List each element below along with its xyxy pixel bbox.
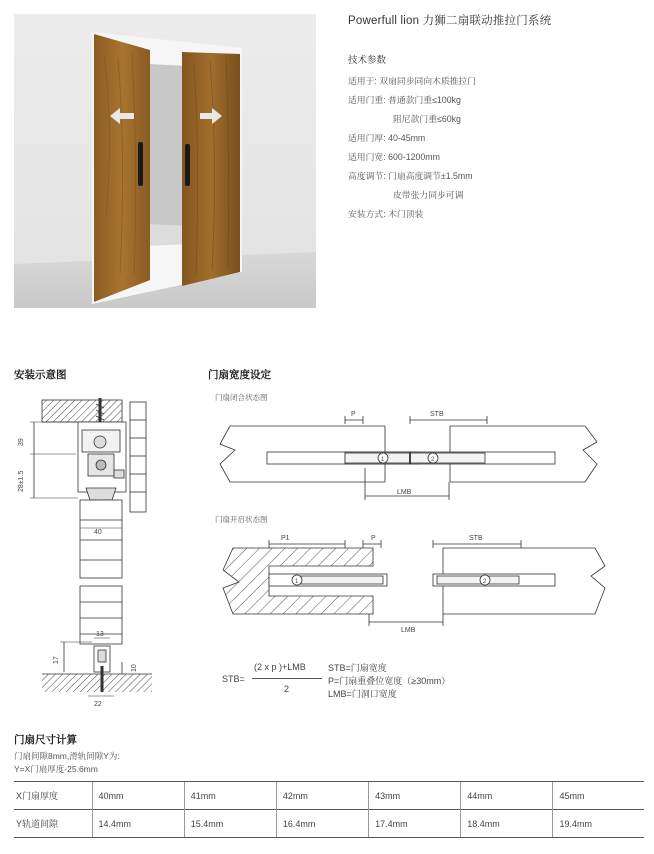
formula-denominator: 2 — [284, 684, 290, 694]
spec-row — [348, 153, 440, 162]
spec-value: 阻尼款门重≤60kg — [393, 114, 461, 124]
dim-40: 40 — [94, 529, 102, 536]
table-cell: 43mm — [369, 782, 461, 810]
formula-divider — [252, 678, 322, 679]
door-marker-2: 2 — [431, 457, 435, 463]
dim-13: 13 — [96, 631, 104, 638]
label-p-open: P — [371, 535, 376, 542]
spec-label: 高度调节: — [348, 171, 386, 181]
door-marker-2-open: 2 — [483, 579, 487, 585]
right-handle — [185, 144, 190, 186]
dim-17: 17 — [53, 656, 60, 664]
dim-39: 39 — [18, 438, 25, 446]
table-cell: 14.4mm — [92, 810, 184, 838]
formula-lhs: STB= — [222, 674, 245, 684]
table-cell: 16.4mm — [276, 810, 368, 838]
spec-value: 600-1200mm — [388, 152, 440, 162]
calc-note-2: Y=X门扇厚度-25.6mm — [14, 764, 98, 774]
label-stb-open: STB — [469, 535, 483, 542]
spec-label: 适用门厚: — [348, 133, 386, 143]
calc-heading: 门扇尺寸计算 — [14, 734, 77, 746]
spec-value: 普通款门重≤100kg — [388, 95, 461, 105]
formula-legend-p: P=门扇重叠位宽度（≥30mm） — [328, 676, 451, 686]
right-door — [182, 52, 240, 286]
open-state-label: 门扇开启状态图 — [215, 515, 268, 524]
closed-state-diagram — [205, 402, 625, 502]
spec-row — [393, 115, 461, 124]
spec-row — [348, 77, 476, 86]
door-marker-1-open: 1 — [295, 579, 299, 585]
dim-10: 10 — [131, 664, 138, 672]
spec-row — [348, 172, 473, 181]
left-handle — [138, 142, 143, 186]
table-cell: 45mm — [553, 782, 644, 810]
open-state-diagram — [205, 526, 625, 634]
label-stb: STB — [430, 411, 444, 418]
row-label: Y轨道间隙 — [14, 810, 92, 838]
install-diagram — [14, 390, 164, 710]
spec-value: 木门顶装 — [388, 209, 424, 219]
width-heading: 门扇宽度设定 — [208, 369, 271, 381]
spec-label: 安装方式: — [348, 209, 386, 219]
label-lmb: LMB — [397, 489, 412, 496]
table-cell: 41mm — [184, 782, 276, 810]
calc-note-1: 门扇间隙8mm,滑轨间隙Y为: — [14, 751, 120, 761]
table-row — [14, 810, 644, 838]
table-row — [14, 782, 644, 810]
door-illustration — [14, 14, 316, 308]
label-lmb-open: LMB — [401, 627, 416, 634]
install-heading: 安装示意图 — [14, 369, 67, 381]
spec-row — [348, 134, 425, 143]
table-cell: 18.4mm — [461, 810, 553, 838]
size-table — [14, 781, 644, 838]
door-marker-1: 1 — [381, 457, 385, 463]
product-photo — [14, 14, 316, 308]
formula-legend-stb: STB=门扇宽度 — [328, 663, 387, 673]
label-p: P — [351, 411, 356, 418]
spec-value: 40-45mm — [388, 133, 426, 143]
dim-28: 28±1.5 — [18, 470, 25, 492]
closed-state-label: 门扇闭合状态图 — [215, 393, 268, 402]
table-cell: 19.4mm — [553, 810, 644, 838]
table-cell: 17.4mm — [369, 810, 461, 838]
row-label: X门扇厚度 — [14, 782, 92, 810]
table-cell: 42mm — [276, 782, 368, 810]
spec-value: 双扇同步同向木质推拉门 — [379, 76, 477, 86]
table-cell: 40mm — [92, 782, 184, 810]
spec-label: 适用门重: — [348, 95, 386, 105]
spec-value: 皮带张力同步可调 — [393, 190, 464, 200]
spec-row — [393, 191, 463, 200]
formula-legend-lmb: LMB=门洞口宽度 — [328, 689, 397, 699]
formula-numerator: (2 x p )+LMB — [254, 662, 306, 672]
product-title: Powerfull lion 力狮二扇联动推拉门系统 — [348, 15, 552, 27]
table-cell: 44mm — [461, 782, 553, 810]
spec-value: 门扇高度调节±1.5mm — [388, 171, 473, 181]
spec-label: 适用于: — [348, 76, 377, 86]
label-p1: P1 — [281, 535, 290, 542]
spec-row — [348, 210, 423, 219]
spec-label: 适用门宽: — [348, 152, 386, 162]
specs-heading: 技术参数 — [348, 55, 387, 66]
spec-row — [348, 96, 461, 105]
table-cell: 15.4mm — [184, 810, 276, 838]
dim-22: 22 — [94, 701, 102, 708]
